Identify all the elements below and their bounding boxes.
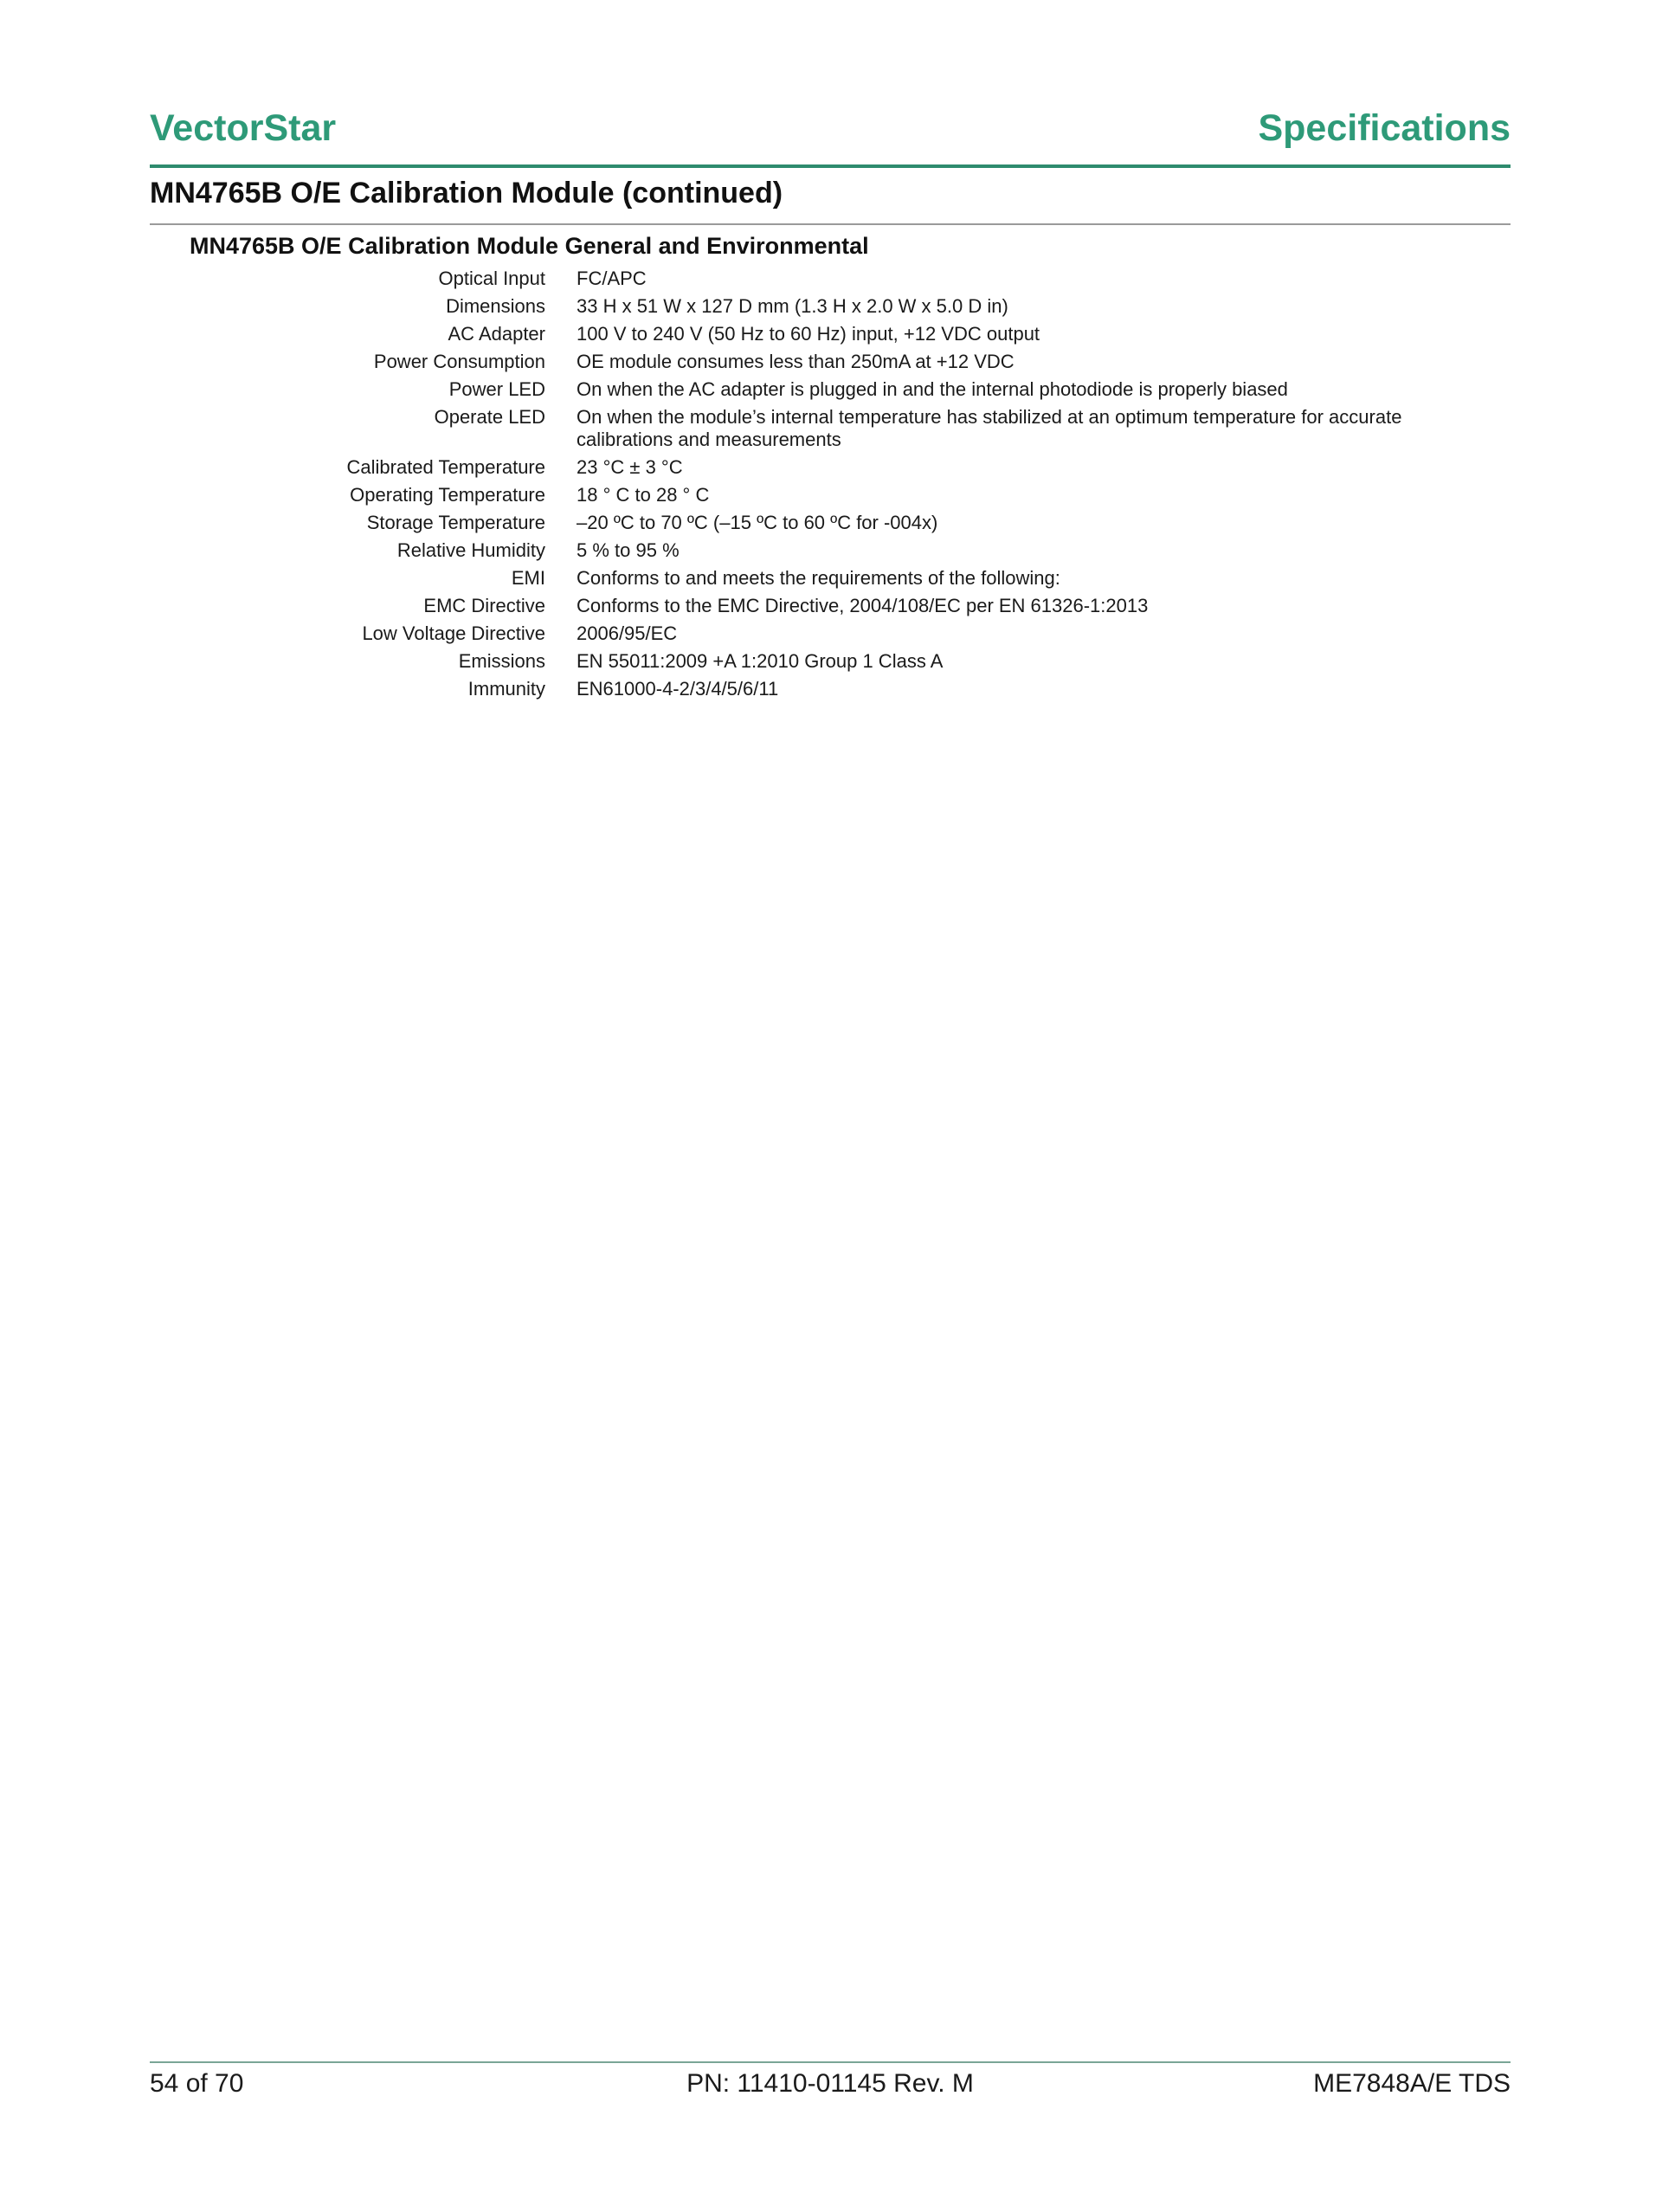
spec-value: On when the module’s internal temperature has stabilized at an optimum temperature for accurate calibrations and measurements xyxy=(577,406,1402,450)
spec-row xyxy=(150,348,1511,376)
spec-row xyxy=(150,320,1511,348)
document-page xyxy=(150,0,1511,2212)
spec-label: Optical Input xyxy=(438,268,545,289)
spec-label: Operate LED xyxy=(434,406,545,428)
spec-row xyxy=(150,620,1511,648)
page-number: 54 of 70 xyxy=(150,2069,244,2098)
module-title: MN4765B O/E Calibration Module (continued) xyxy=(150,171,1511,225)
spec-value: On when the AC adapter is plugged in and the internal photodiode is properly biased xyxy=(577,378,1288,400)
spec-value: Conforms to the EMC Directive, 2004/108/EC per EN 61326-1:2013 xyxy=(577,595,1149,616)
spec-row xyxy=(150,592,1511,620)
spec-label: Operating Temperature xyxy=(350,484,545,506)
spec-label: Emissions xyxy=(458,650,545,672)
spec-row xyxy=(150,648,1511,675)
spec-label: AC Adapter xyxy=(448,323,545,345)
page-header xyxy=(150,102,1511,168)
page-footer xyxy=(150,2061,1511,2115)
spec-value: EN61000-4-2/3/4/5/6/11 xyxy=(577,678,779,700)
spec-label: Low Voltage Directive xyxy=(362,622,545,644)
spec-row xyxy=(150,481,1511,509)
spec-value: 18 ° C to 28 ° C xyxy=(577,484,710,506)
spec-value: FC/APC xyxy=(577,268,647,289)
spec-value: Conforms to and meets the requirements of the following: xyxy=(577,567,1060,589)
spec-label: Power Consumption xyxy=(373,351,545,372)
spec-value: OE module consumes less than 250mA at +12 VDC xyxy=(577,351,1015,372)
spec-row xyxy=(150,509,1511,537)
spec-label: Immunity xyxy=(467,678,545,700)
spec-value: 5 % to 95 % xyxy=(577,539,680,561)
spec-value: 100 V to 240 V (50 Hz to 60 Hz) input, +12 VDC output xyxy=(577,323,1040,345)
spec-label: EMC Directive xyxy=(423,595,545,616)
spec-row xyxy=(150,265,1511,293)
spec-row xyxy=(150,376,1511,403)
spec-label: Storage Temperature xyxy=(366,512,545,533)
part-number: PN: 11410-01145 Rev. M xyxy=(686,2069,974,2098)
brand-title: VectorStar xyxy=(150,107,337,149)
spec-table xyxy=(150,265,1511,703)
spec-row xyxy=(150,675,1511,703)
spec-label: Power LED xyxy=(448,378,545,400)
document-id: ME7848A/E TDS xyxy=(1313,2069,1511,2098)
spec-label: Dimensions xyxy=(446,295,545,317)
spec-row xyxy=(150,564,1511,592)
spec-value: 33 H x 51 W x 127 D mm (1.3 H x 2.0 W x 5.0 D in) xyxy=(577,295,1008,317)
spec-row xyxy=(150,537,1511,564)
spec-row xyxy=(150,293,1511,320)
spec-row xyxy=(150,454,1511,481)
spec-value: –20 ºC to 70 ºC (–15 ºC to 60 ºC for -004x) xyxy=(577,512,938,533)
table-title: MN4765B O/E Calibration Module General and Environmental xyxy=(190,233,869,259)
spec-row xyxy=(150,403,1511,454)
spec-value: EN 55011:2009 +A 1:2010 Group 1 Class A xyxy=(577,650,944,672)
spec-label: Calibrated Temperature xyxy=(346,456,545,478)
spec-label: Relative Humidity xyxy=(396,539,545,561)
spec-value: 2006/95/EC xyxy=(577,622,678,644)
section-title: Specifications xyxy=(1258,107,1511,149)
spec-value: 23 °C ± 3 °C xyxy=(577,456,683,478)
spec-label: EMI xyxy=(511,567,545,589)
